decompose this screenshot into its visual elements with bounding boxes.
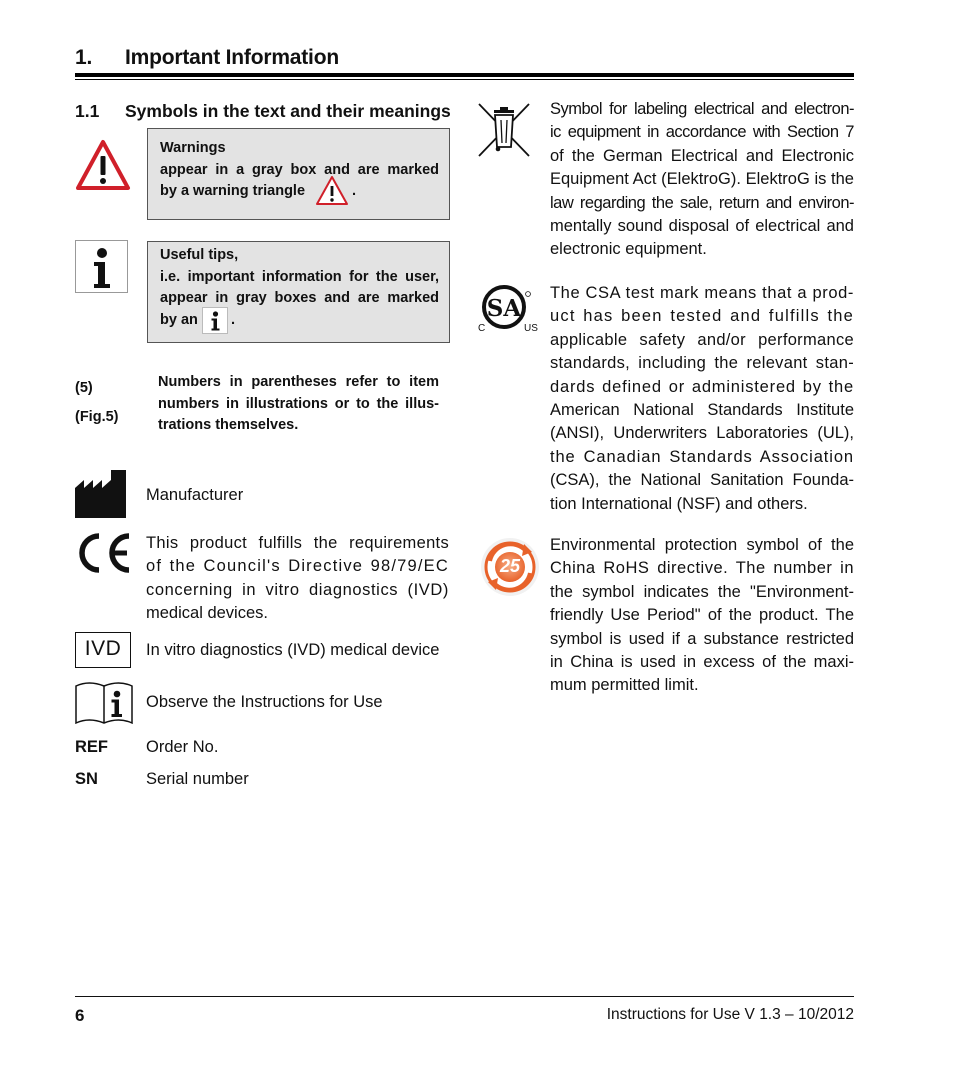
ce-line1: This product fulfills the requirements: [146, 534, 449, 552]
instructions-for-use-icon: [75, 680, 133, 724]
subsection-title: Symbols in the text and their meanings: [125, 101, 451, 121]
csa-line3: applicable safety and/or performance: [550, 330, 854, 349]
weee-line7: electronic equipment.: [550, 240, 707, 259]
warning-triangle-icon: [75, 139, 131, 191]
warnings-line2: by a warning triangle: [160, 183, 306, 199]
tips-line1: i.e. important information for the user,: [160, 268, 439, 285]
subsection-number: 1.1: [75, 101, 100, 121]
csa-mark-icon: [476, 283, 542, 337]
weee-text: [550, 98, 854, 262]
weee-line2: ic equipment in accordance with Section 7: [550, 123, 854, 142]
rohs-line4: friendly Use Period" of the product. The: [550, 606, 854, 625]
tips-period: .: [231, 311, 236, 328]
section-heading: [75, 46, 339, 70]
rohs-line3: the symbol indicates the "Environment-: [550, 582, 854, 601]
ce-line3: concerning in vitro diagnostics (IVD): [146, 580, 449, 599]
weee-line3: of the German Electrical and Electronic: [550, 146, 854, 165]
ifu-text: Observe the Instructions for Use: [146, 693, 383, 711]
rohs-text: [550, 534, 854, 698]
tips-line2: appear in gray boxes and are marked: [160, 290, 439, 306]
section-title: Important Information: [125, 46, 339, 69]
numbers-note-text: [158, 372, 439, 437]
subsection-heading: [75, 101, 451, 122]
numbers-note-line1: Numbers in parentheses refer to item: [158, 374, 439, 390]
weee-line6: mentally sound disposal of electrical and: [550, 217, 854, 236]
sn-text: Serial number: [146, 770, 249, 788]
footer-rule: [75, 996, 854, 997]
crossed-out-bin-icon: [477, 102, 531, 158]
tips-title: Useful tips,: [160, 247, 239, 263]
ce-line2: of the Council's Directive 98/79/EC: [146, 557, 449, 576]
tips-box: [147, 241, 450, 343]
section-number: 1.: [75, 46, 93, 69]
ivd-text: In vitro diagnostics (IVD) medical device: [146, 641, 440, 659]
rohs-line7: mum permitted limit.: [550, 676, 699, 695]
warnings-title: Warnings: [160, 140, 226, 156]
csa-line9: (CSA), the National Sanitation Founda-: [550, 471, 854, 490]
numbers-label-item: (5): [75, 380, 93, 396]
weee-line5: law regarding the sale, return and environ-: [550, 193, 854, 212]
warnings-line1: appear in a gray box and are marked: [160, 161, 439, 178]
manufacturer-icon: [75, 470, 127, 518]
weee-line1: Symbol for labeling electrical and electron-: [550, 100, 854, 118]
rohs-line6: in China is used in excess of the maxi-: [550, 653, 854, 672]
rohs-number: 25: [499, 556, 521, 576]
doc-version: Instructions for Use V 1.3 – 10/2012: [606, 1006, 854, 1023]
csa-line10: tion International (NSF) and others.: [550, 494, 808, 513]
csa-line4: standards, including the relevant stan-: [550, 354, 854, 373]
csa-line6: American National Standards Institute: [550, 401, 854, 420]
ce-text: [146, 532, 449, 626]
weee-line4: Equipment Act (ElektroG). ElektroG is the: [550, 170, 854, 189]
header-rule: [75, 73, 854, 77]
csa-line5: dards defined or administered by the: [550, 377, 854, 396]
numbers-label-fig: (Fig.5): [75, 409, 119, 425]
svg-text:SA: SA: [486, 295, 522, 322]
sn-label: SN: [75, 770, 98, 788]
csa-line1: The CSA test mark means that a prod-: [550, 284, 854, 302]
rohs-line5: symbol is used if a substance restricted: [550, 629, 854, 648]
numbers-note-line2: numbers in illustrations or to the illus-: [158, 395, 439, 412]
header-rule-thin: [75, 79, 854, 80]
page-number: 6: [75, 1006, 85, 1025]
rohs-line2: China RoHS directive. The number in: [550, 559, 854, 578]
warnings-period: .: [352, 183, 357, 199]
csa-line7: (ANSI), Underwriters Laboratories (UL),: [550, 424, 854, 443]
ce-mark-icon: [75, 532, 133, 574]
rohs-line1: Environmental protection symbol of the: [550, 536, 854, 554]
ref-label: REF: [75, 738, 108, 756]
warnings-box: [147, 128, 450, 220]
ref-text: Order No.: [146, 738, 219, 756]
info-icon: [75, 240, 128, 293]
ivd-icon: IVD: [75, 632, 131, 668]
csa-c-label: C: [478, 323, 486, 334]
warning-triangle-small-icon: [315, 175, 349, 206]
tips-line3: by an: [160, 311, 198, 328]
csa-us-label: US: [524, 323, 538, 334]
info-small-icon: [202, 307, 228, 334]
numbers-note-line3: trations themselves.: [158, 417, 299, 433]
csa-line8: the Canadian Standards Association: [550, 447, 854, 466]
csa-text: [550, 282, 854, 516]
csa-line2: uct has been tested and fulfills the: [550, 307, 854, 326]
ce-line4: medical devices.: [146, 604, 268, 623]
manufacturer-text: Manufacturer: [146, 486, 244, 504]
